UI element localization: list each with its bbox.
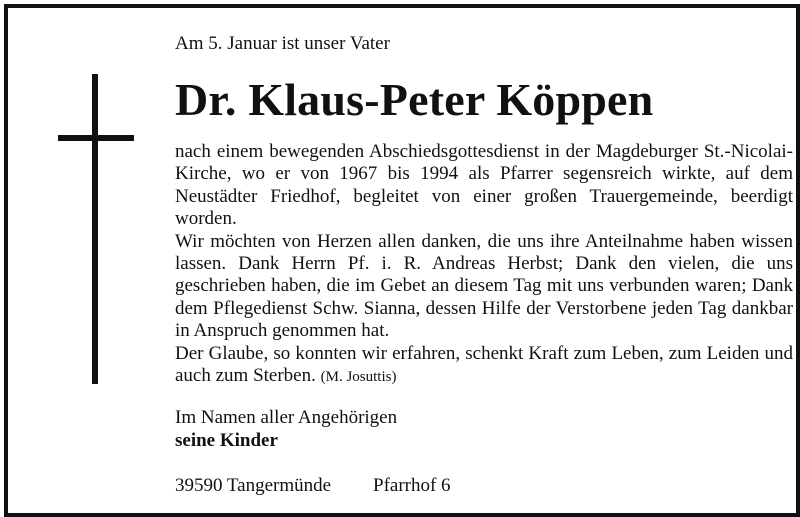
address-city: 39590 Tangermünde [175,475,332,496]
cross-vertical-bar [92,74,98,384]
signature-name: seine Kinder [175,430,278,451]
quote-text: Der Glaube, so konnten wir erfahren, schenkt Kraft zum Leben, zum Leiden und auch zum Sterben. [175,342,793,387]
quote-paragraph [175,343,793,389]
obituary-notice [4,4,800,517]
quote-attribution: (M. Josuttis) [320,369,397,386]
burial-paragraph: nach einem bewegenden Abschiedsgottesdienst in der Magdeburger St.-Nicolai-Kirche, wo er von 1967 bis 1994 als Pfarrer segensreich wirkte, auf dem Neustädter Friedhof, begleitet von einer großen Trauergemeinde, beerdigt worden. [175,141,793,230]
signature-line: Im Namen aller Angehörigen [175,407,398,428]
notice-body [175,141,793,388]
address-street: Pfarrhof 6 [373,475,451,496]
thanks-paragraph: Wir möchten von Herzen allen danken, die uns ihre Anteilnahme haben wissen lassen. Dank Herrn Pf. i. R. Andreas Herbst; Dank den vielen, die uns geschrieben haben, die im Gebet an diesem Tag mit uns verbunden waren; Dank dem Pflegedienst Schw. Sianna, dessen Hilfe der Verstorbene jeden Tag dankbar in Anspruch genommen hat. [175,230,793,342]
deceased-name: Dr. Klaus-Peter Köppen [175,74,654,125]
intro-line: Am 5. Januar ist unser Vater [175,33,390,54]
cross-horizontal-bar [58,135,134,141]
